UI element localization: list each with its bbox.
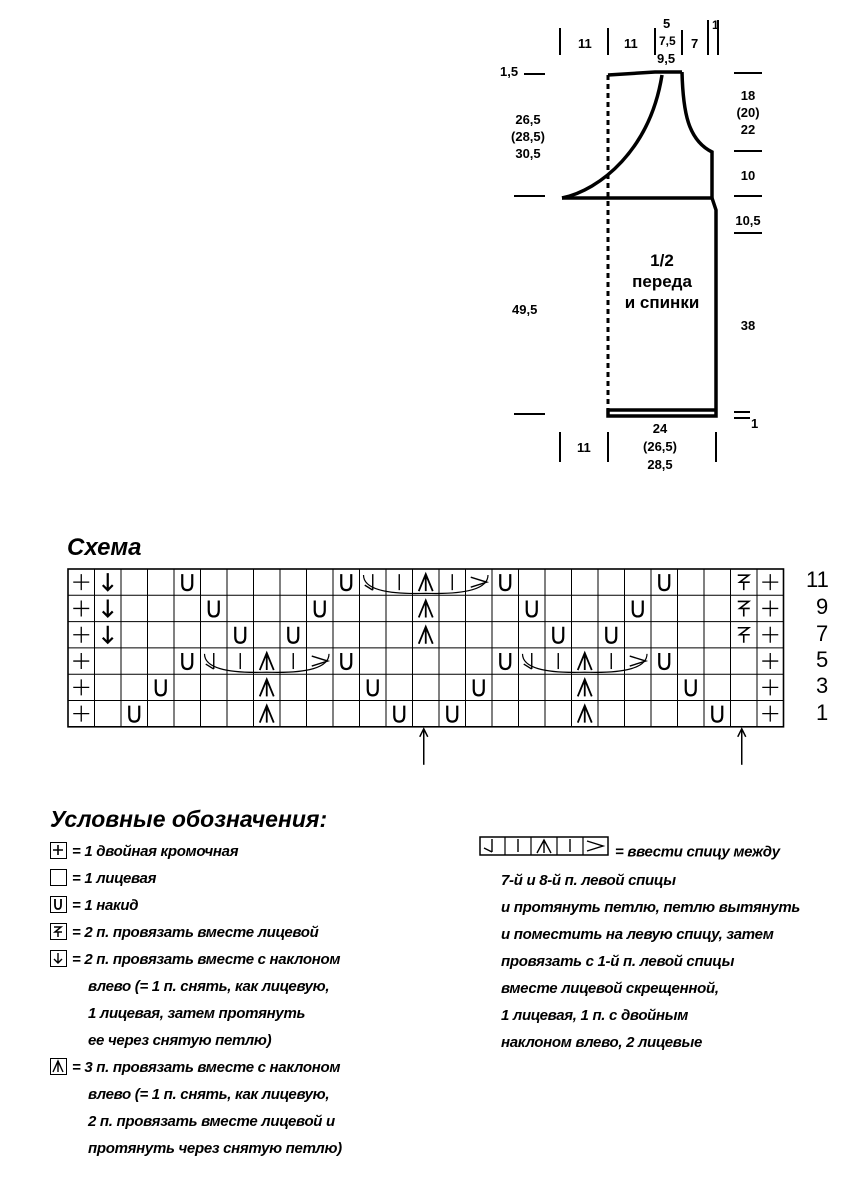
- top-dim-7: 1: [712, 18, 719, 32]
- cable-group-icon: [479, 836, 609, 865]
- legend-text: = 2 п. провязать вместе с наклоном: [72, 951, 341, 968]
- right-dim-7: 1: [751, 416, 759, 431]
- k2tog-icon: [738, 628, 750, 643]
- legend-text: = ввести спицу между: [615, 843, 780, 861]
- plus-icon: [73, 706, 89, 722]
- yo-icon: [235, 627, 245, 643]
- plus-icon: [73, 653, 89, 669]
- piece-label-line-3: и спинки: [624, 293, 700, 312]
- legend-text: влево (= 1 п. снять, как лицевую,: [88, 978, 330, 995]
- sk2p-icon: [419, 627, 433, 644]
- piece-label-line-2: переда: [632, 272, 692, 291]
- top-dim-2: 11: [624, 36, 638, 51]
- cableR-icon: [630, 656, 646, 666]
- right-dim-6: 38: [740, 318, 756, 333]
- k2tog-icon: [738, 601, 750, 616]
- yo-icon: [500, 574, 510, 590]
- left-dim-2: 26,5: [515, 112, 541, 127]
- bottom-dim-4: 28,5: [647, 457, 673, 472]
- right-dim-2: (20): [736, 105, 760, 120]
- sk2p-icon: [578, 706, 592, 723]
- k2tog-icon: [50, 923, 67, 940]
- chart-grid-lines: [68, 569, 784, 727]
- empty-icon: [50, 869, 67, 886]
- repeat-arrow-icon: [738, 729, 746, 765]
- sk2p-icon: [50, 1058, 67, 1075]
- yo-icon: [182, 653, 192, 669]
- legend-item-knit: [50, 865, 342, 892]
- row-number-9: 9: [816, 594, 829, 619]
- yo-icon: [527, 600, 537, 616]
- row-number-1: 1: [816, 700, 829, 725]
- legend-title: Условные обозначения:: [50, 806, 328, 832]
- legend-text: ее через снятую петлю): [88, 1032, 272, 1049]
- bottom-dim-1: 11: [577, 440, 591, 455]
- yo-icon: [182, 574, 192, 590]
- plus-icon: [762, 653, 778, 669]
- right-dim-1: 18: [740, 88, 756, 103]
- sk2p-icon: [260, 679, 274, 696]
- plus-icon: [762, 679, 778, 695]
- row-number-5: 5: [816, 647, 829, 672]
- legend-text: = 3 п. провязать вместе с наклоном: [72, 1059, 341, 1076]
- legend-text: влево (= 1 п. снять, как лицевую,: [88, 1086, 330, 1103]
- left-dim-5: 49,5: [512, 302, 538, 317]
- yo-icon: [500, 653, 510, 669]
- yo-icon: [209, 600, 219, 616]
- left-dim-4: 30,5: [515, 146, 541, 161]
- legend-text: и протянуть петлю, петлю вытянуть: [501, 899, 800, 916]
- yo-icon: [156, 679, 166, 695]
- plus-icon: [50, 842, 67, 859]
- legend-text: 1 лицевая, затем протянуть: [88, 1005, 306, 1022]
- yarn-over-icon: [50, 896, 67, 913]
- legend-text: вместе лицевой скрещенной,: [501, 980, 719, 997]
- legend-item-ssk: [50, 946, 342, 1054]
- legend-left: [50, 838, 342, 1162]
- cableR-icon: [312, 656, 328, 666]
- yo-icon: [686, 679, 696, 695]
- top-dim-6: 7: [691, 36, 699, 51]
- plus-icon: [73, 574, 89, 590]
- legend-text: = 1 лицевая: [72, 870, 157, 887]
- row-number-3: 3: [816, 673, 829, 698]
- sk2p-icon: [419, 600, 433, 617]
- sk2p-icon: [419, 574, 433, 591]
- yo-icon: [712, 706, 722, 722]
- plus-icon: [762, 627, 778, 643]
- sk2p-icon: [260, 653, 274, 670]
- legend-text: 2 п. провязать вместе лицевой и: [88, 1113, 335, 1130]
- legend-item-sk2p: [50, 1054, 342, 1162]
- legend-text: = 2 п. провязать вместе лицевой: [72, 924, 319, 941]
- yo-icon: [474, 679, 484, 695]
- piece-label-line-1: 1/2: [650, 251, 674, 270]
- yo-icon: [341, 574, 351, 590]
- top-dim-3: 5: [663, 16, 671, 31]
- legend-item-edge: [50, 838, 342, 865]
- legend-text: наклоном влево, 2 лицевые: [501, 1034, 703, 1051]
- yo-icon: [288, 627, 298, 643]
- legend-text: провязать с 1-й п. левой спицы: [501, 953, 735, 970]
- ssk-icon: [103, 599, 113, 616]
- yo-icon: [447, 706, 457, 722]
- ssk-icon: [103, 626, 113, 643]
- yo-icon: [341, 653, 351, 669]
- sk2p-icon: [578, 679, 592, 696]
- plus-icon: [73, 627, 89, 643]
- legend-item-k2tog: [50, 919, 342, 946]
- k2tog-icon: [738, 575, 750, 590]
- yo-icon: [633, 600, 643, 616]
- legend-text: = 1 накид: [72, 897, 139, 914]
- ssk-icon: [103, 573, 113, 590]
- bottom-dim-3: (26,5): [643, 439, 677, 454]
- row-number-7: 7: [816, 621, 829, 646]
- plus-icon: [762, 574, 778, 590]
- plus-icon: [762, 706, 778, 722]
- yo-icon: [553, 627, 563, 643]
- legend-text: = 1 двойная кромочная: [72, 843, 239, 860]
- right-dim-4: 10: [740, 168, 756, 183]
- plus-icon: [762, 600, 778, 616]
- top-dim-5: 9,5: [657, 51, 676, 66]
- legend-text: 7-й и 8-й п. левой спицы: [501, 872, 676, 889]
- legend-text: протянуть через снятую петлю): [88, 1140, 342, 1157]
- yo-icon: [394, 706, 404, 722]
- yo-icon: [606, 627, 616, 643]
- legend-text: и поместить на левую спицу, затем: [501, 926, 774, 943]
- legend-right: [479, 838, 800, 1056]
- cableR-icon: [471, 577, 487, 587]
- sk2p-icon: [260, 706, 274, 723]
- legend-item-cable-group: [479, 838, 800, 1056]
- plus-icon: [73, 679, 89, 695]
- yo-icon: [659, 653, 669, 669]
- chart-title: Схема: [67, 534, 142, 561]
- right-dim-3: 22: [740, 122, 756, 137]
- left-dim-3: (28,5): [511, 129, 545, 144]
- right-dim-5: 10,5: [735, 213, 761, 228]
- bottom-dim-2: 24: [652, 421, 668, 436]
- top-dim-4: 7,5: [659, 34, 676, 48]
- repeat-arrow-icon: [420, 729, 428, 765]
- ssk-icon: [50, 950, 67, 967]
- legend-item-yarn-over: [50, 892, 342, 919]
- row-number-11: 11: [806, 567, 829, 592]
- yo-icon: [659, 574, 669, 590]
- plus-icon: [73, 600, 89, 616]
- yo-icon: [315, 600, 325, 616]
- sk2p-icon: [578, 653, 592, 670]
- legend-text: 1 лицевая, 1 п. с двойным: [501, 1007, 689, 1024]
- yo-icon: [129, 706, 139, 722]
- yo-icon: [368, 679, 378, 695]
- left-dim-1: 1,5: [500, 64, 519, 79]
- top-dim-1: 11: [578, 36, 592, 51]
